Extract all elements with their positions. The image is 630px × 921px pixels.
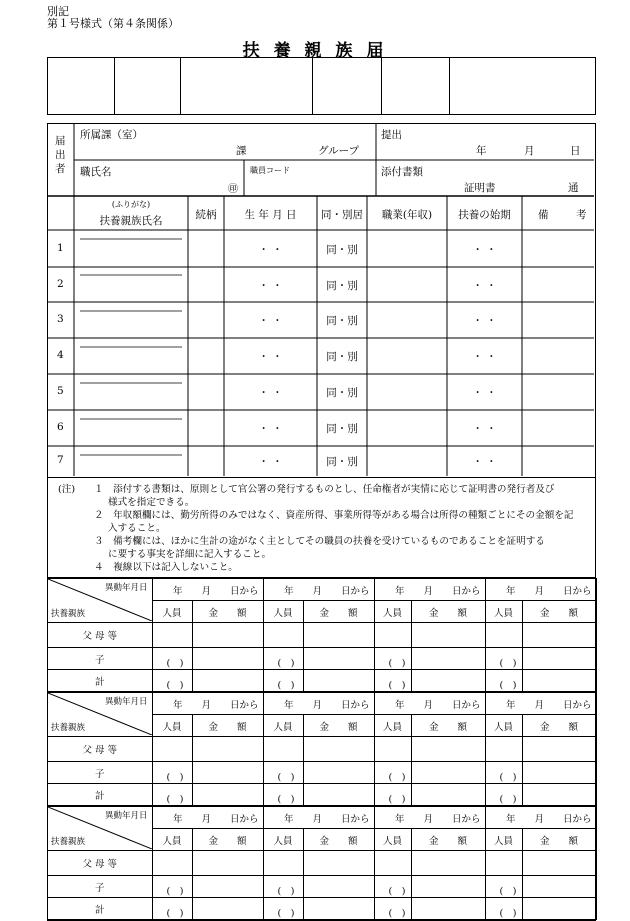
parents-row-label: 父 母 等 [48, 623, 152, 648]
occupation-cell[interactable] [369, 232, 445, 265]
birthdate-cell[interactable]: ・ ・ [258, 423, 283, 435]
period-header: 年 月 日から [152, 579, 263, 601]
dependent-name-cell[interactable] [78, 341, 184, 371]
headcount-cell[interactable] [374, 623, 411, 648]
remarks-cell[interactable] [524, 232, 592, 265]
birthdate-cell[interactable]: ・ ・ [258, 456, 283, 468]
relation-header: 続柄 [195, 209, 217, 221]
row-number: 5 [57, 385, 64, 397]
stamp-box[interactable] [48, 58, 115, 115]
relation-cell[interactable] [190, 269, 222, 300]
birthdate-cell[interactable]: ・ ・ [258, 315, 283, 327]
amount-cell[interactable] [522, 898, 596, 920]
amount-header: 金 額 [522, 829, 596, 851]
relation-cell[interactable] [190, 232, 222, 265]
dependent-name-header: 扶養親族氏名 [99, 215, 163, 227]
occupation-cell[interactable] [369, 269, 445, 300]
headcount-cell[interactable]: ( ) [152, 648, 192, 670]
living-cell[interactable]: 同・別 [326, 456, 358, 468]
amount-header: 金 額 [303, 715, 374, 737]
headcount-cell[interactable]: ( ) [485, 898, 522, 920]
amount-cell[interactable] [303, 898, 374, 920]
note-2b: 入すること。 [108, 523, 166, 534]
birthdate-cell[interactable]: ・ ・ [258, 243, 283, 256]
headcount-header: 人員 [263, 715, 303, 737]
headcount-header: 人員 [152, 829, 192, 851]
birthdate-cell[interactable]: ・ ・ [258, 387, 283, 399]
headcount-cell[interactable]: ( ) [263, 648, 303, 670]
stamp-box[interactable] [313, 58, 382, 115]
headcount-header: 人員 [263, 601, 303, 623]
submit-label: 提出 [381, 129, 402, 141]
occupation-header: 職業(年収) [381, 209, 433, 221]
amount-cell[interactable] [522, 648, 596, 670]
amount-cell[interactable] [192, 737, 263, 762]
living-header: 同・別居 [321, 209, 363, 221]
dependent-label: 扶養親族 [51, 837, 86, 847]
period-header: 年 月 日から [263, 693, 374, 715]
living-cell[interactable]: 同・別 [326, 279, 358, 292]
headcount-header: 人員 [374, 601, 411, 623]
headcount-cell[interactable] [485, 737, 522, 762]
headcount-cell[interactable]: ( ) [485, 784, 522, 806]
notes-section [47, 478, 596, 577]
relation-cell[interactable] [190, 304, 222, 336]
amount-header: 金 額 [411, 715, 485, 737]
amount-header: 金 額 [192, 715, 263, 737]
amount-header: 金 額 [522, 601, 596, 623]
support-start-header: 扶養の始期 [458, 209, 511, 221]
change-history-blocks [47, 577, 596, 921]
row-number: 2 [57, 277, 64, 290]
occupation-cell[interactable] [369, 412, 445, 444]
appendix-label: 別記 [47, 5, 69, 18]
period-header: 年 月 日から [374, 579, 485, 601]
row-number: 7 [57, 454, 64, 466]
occupation-cell[interactable] [369, 340, 445, 372]
amount-cell[interactable] [192, 876, 263, 898]
attachment-label: 添付書類 [381, 166, 423, 178]
amount-header: 金 額 [522, 715, 596, 737]
birthdate-cell[interactable]: ・ ・ [258, 279, 283, 292]
child-row-label: 子 [48, 876, 152, 898]
diagonal-header-cell [48, 579, 152, 623]
seal-mark: ㊞ [228, 184, 238, 195]
support-start-cell[interactable]: ・ ・ [472, 456, 497, 468]
stamp-box[interactable] [181, 58, 313, 115]
living-cell[interactable]: 同・別 [326, 243, 358, 256]
amount-cell[interactable] [303, 648, 374, 670]
amount-header: 金 額 [192, 829, 263, 851]
support-start-cell[interactable]: ・ ・ [472, 279, 497, 292]
amount-cell[interactable] [411, 648, 485, 670]
remarks-cell[interactable] [524, 340, 592, 372]
amount-cell[interactable] [411, 876, 485, 898]
headcount-cell[interactable]: ( ) [152, 670, 192, 692]
total-row-label: 計 [48, 898, 152, 920]
row-number: 1 [57, 241, 64, 254]
headcount-header: 人員 [152, 715, 192, 737]
month-label: 月 [524, 145, 535, 157]
diagonal-header-cell [48, 693, 152, 737]
headcount-cell[interactable] [263, 737, 303, 762]
remarks-cell[interactable] [524, 304, 592, 336]
occupation-cell[interactable] [369, 448, 445, 474]
amount-cell[interactable] [192, 851, 263, 876]
amount-cell[interactable] [522, 623, 596, 648]
dependent-name-cell[interactable] [78, 233, 184, 264]
headcount-cell[interactable]: ( ) [374, 898, 411, 920]
count-unit-label: 通 [568, 182, 579, 194]
change-date-label: 異動年月日 [104, 583, 148, 593]
amount-cell[interactable] [303, 670, 374, 692]
amount-cell[interactable] [411, 898, 485, 920]
headcount-cell[interactable]: ( ) [485, 648, 522, 670]
relation-cell[interactable] [190, 340, 222, 372]
remarks-cell[interactable] [524, 412, 592, 444]
change-date-label: 異動年月日 [104, 811, 148, 821]
headcount-cell[interactable]: ( ) [263, 898, 303, 920]
form-number: 第１号様式（第４条関係） [47, 17, 179, 30]
staff-code-label: 職員コード [250, 166, 290, 175]
amount-cell[interactable] [411, 623, 485, 648]
support-start-cell[interactable]: ・ ・ [472, 423, 497, 435]
headcount-cell[interactable] [485, 623, 522, 648]
headcount-cell[interactable] [263, 851, 303, 876]
headcount-cell[interactable]: ( ) [485, 670, 522, 692]
amount-cell[interactable] [411, 851, 485, 876]
headcount-cell[interactable]: ( ) [152, 784, 192, 806]
headcount-cell[interactable]: ( ) [374, 784, 411, 806]
living-cell[interactable]: 同・別 [326, 315, 358, 327]
amount-cell[interactable] [522, 876, 596, 898]
relation-cell[interactable] [190, 376, 222, 408]
amount-cell[interactable] [303, 762, 374, 784]
amount-cell[interactable] [522, 762, 596, 784]
certificate-label: 証明書 [464, 182, 496, 194]
support-start-cell[interactable]: ・ ・ [472, 351, 497, 363]
birthdate-cell[interactable]: ・ ・ [258, 351, 283, 363]
dependent-name-cell[interactable] [78, 305, 184, 335]
headcount-cell[interactable]: ( ) [485, 762, 522, 784]
period-header: 年 月 日から [374, 693, 485, 715]
headcount-cell[interactable]: ( ) [263, 876, 303, 898]
change-block [48, 692, 597, 806]
note-3b: に要する事実を詳細に記入すること。 [108, 549, 272, 560]
change-date-label: 異動年月日 [104, 697, 148, 707]
headcount-header: 人員 [374, 829, 411, 851]
amount-cell[interactable] [192, 623, 263, 648]
headcount-cell[interactable]: ( ) [374, 648, 411, 670]
row-number: 4 [57, 349, 64, 361]
period-header: 年 月 日から [152, 693, 263, 715]
headcount-cell[interactable] [263, 623, 303, 648]
notes-label: (注) [58, 484, 76, 495]
headcount-cell[interactable] [152, 851, 192, 876]
headcount-cell[interactable] [374, 737, 411, 762]
amount-cell[interactable] [192, 762, 263, 784]
parents-row-label: 父 母 等 [48, 737, 152, 762]
remarks-cell[interactable] [524, 448, 592, 474]
headcount-header: 人員 [485, 715, 522, 737]
note-3a: ３ 備考欄には、ほかに生計の途がなく主としてその職員の扶養を受けているものであることを証明する [94, 536, 545, 547]
furigana-label: (ふりがな) [111, 200, 151, 209]
headcount-cell[interactable]: ( ) [374, 876, 411, 898]
remarks-cell[interactable] [524, 376, 592, 408]
period-header: 年 月 日から [152, 807, 263, 829]
note-2a: ２ 年収額欄には、勤労所得のみではなく、資産所得、事業所得等がある場合は所得の種類ごとにその金額を記 [94, 510, 574, 521]
headcount-cell[interactable]: ( ) [263, 784, 303, 806]
birthdate-header: 生 年 月 日 [244, 209, 297, 221]
dependent-name-cell[interactable] [78, 377, 184, 407]
headcount-header: 人員 [374, 715, 411, 737]
page-title: 扶 養 親 族 届 [242, 41, 388, 61]
period-header: 年 月 日から [485, 807, 596, 829]
amount-cell[interactable] [192, 784, 263, 806]
note-1b: 様式を指定できる。 [108, 497, 195, 508]
amount-header: 金 額 [303, 601, 374, 623]
headcount-cell[interactable]: ( ) [152, 898, 192, 920]
row-number: 6 [57, 421, 64, 433]
living-cell[interactable]: 同・別 [326, 387, 358, 399]
amount-cell[interactable] [303, 623, 374, 648]
total-row-label: 計 [48, 784, 152, 806]
diagonal-header-cell [48, 807, 152, 851]
period-header: 年 月 日から [485, 693, 596, 715]
day-label: 日 [570, 145, 581, 157]
total-row-label: 計 [48, 670, 152, 692]
period-header: 年 月 日から [263, 807, 374, 829]
amount-cell[interactable] [522, 784, 596, 806]
amount-cell[interactable] [522, 670, 596, 692]
headcount-cell[interactable]: ( ) [263, 762, 303, 784]
period-header: 年 月 日から [485, 579, 596, 601]
stamp-box[interactable] [114, 58, 181, 115]
amount-cell[interactable] [303, 784, 374, 806]
headcount-cell[interactable]: ( ) [263, 670, 303, 692]
amount-cell[interactable] [303, 851, 374, 876]
name-label: 職氏名 [80, 166, 112, 178]
parents-row-label: 父 母 等 [48, 851, 152, 876]
amount-header: 金 額 [192, 601, 263, 623]
support-start-cell[interactable]: ・ ・ [472, 243, 497, 256]
headcount-cell[interactable] [152, 623, 192, 648]
ka-label: 課 [236, 145, 247, 157]
amount-header: 金 額 [411, 829, 485, 851]
amount-header: 金 額 [303, 829, 374, 851]
amount-cell[interactable] [411, 670, 485, 692]
row-number: 3 [57, 313, 64, 325]
living-cell[interactable]: 同・別 [326, 423, 358, 435]
group-label: グループ [318, 145, 360, 157]
stamp-box[interactable] [450, 58, 596, 115]
remarks-header-a: 備 [538, 209, 549, 221]
amount-cell[interactable] [522, 851, 596, 876]
relation-cell[interactable] [190, 448, 222, 474]
period-header: 年 月 日から [263, 579, 374, 601]
dependent-name-cell[interactable] [78, 270, 184, 299]
occupation-cell[interactable] [369, 304, 445, 336]
headcount-header: 人員 [152, 601, 192, 623]
amount-cell[interactable] [303, 876, 374, 898]
headcount-cell[interactable]: ( ) [152, 876, 192, 898]
amount-cell[interactable] [303, 737, 374, 762]
dependent-name-cell[interactable] [78, 413, 184, 443]
amount-cell[interactable] [192, 648, 263, 670]
amount-cell[interactable] [192, 898, 263, 920]
remarks-cell[interactable] [524, 269, 592, 300]
headcount-cell[interactable]: ( ) [485, 876, 522, 898]
amount-cell[interactable] [192, 670, 263, 692]
remarks-header-b: 考 [576, 209, 587, 221]
note-4: ４ 複線以下は記入しないこと。 [94, 562, 238, 573]
year-label: 年 [476, 145, 487, 157]
amount-cell[interactable] [411, 762, 485, 784]
headcount-cell[interactable]: ( ) [152, 762, 192, 784]
amount-header: 金 額 [411, 601, 485, 623]
stamp-boxes [47, 57, 596, 115]
main-form [47, 123, 596, 478]
dependent-label: 扶養親族 [51, 609, 86, 619]
living-cell[interactable]: 同・別 [326, 351, 358, 363]
headcount-header: 人員 [485, 601, 522, 623]
child-row-label: 子 [48, 762, 152, 784]
applicant-side-label: 届出者 [55, 135, 66, 175]
dependent-label: 扶養親族 [51, 723, 86, 733]
occupation-cell[interactable] [369, 376, 445, 408]
child-row-label: 子 [48, 648, 152, 670]
amount-cell[interactable] [411, 737, 485, 762]
change-block [48, 578, 597, 692]
form-header [47, 6, 179, 30]
relation-cell[interactable] [190, 412, 222, 444]
dept-label: 所属課（室） [80, 129, 143, 141]
amount-cell[interactable] [522, 737, 596, 762]
note-1a: １ 添付する書類は、原則として官公署の発行するものとし、任命権者が実情に応じて証明書の発行者及び [94, 484, 555, 495]
headcount-cell[interactable] [374, 851, 411, 876]
headcount-cell[interactable]: ( ) [374, 670, 411, 692]
support-start-cell[interactable]: ・ ・ [472, 315, 497, 327]
headcount-cell[interactable] [485, 851, 522, 876]
dependent-name-cell[interactable] [78, 449, 184, 473]
headcount-header: 人員 [485, 829, 522, 851]
period-header: 年 月 日から [374, 807, 485, 829]
amount-cell[interactable] [411, 784, 485, 806]
headcount-header: 人員 [263, 829, 303, 851]
stamp-box[interactable] [381, 58, 450, 115]
support-start-cell[interactable]: ・ ・ [472, 387, 497, 399]
headcount-cell[interactable] [152, 737, 192, 762]
headcount-cell[interactable]: ( ) [374, 762, 411, 784]
